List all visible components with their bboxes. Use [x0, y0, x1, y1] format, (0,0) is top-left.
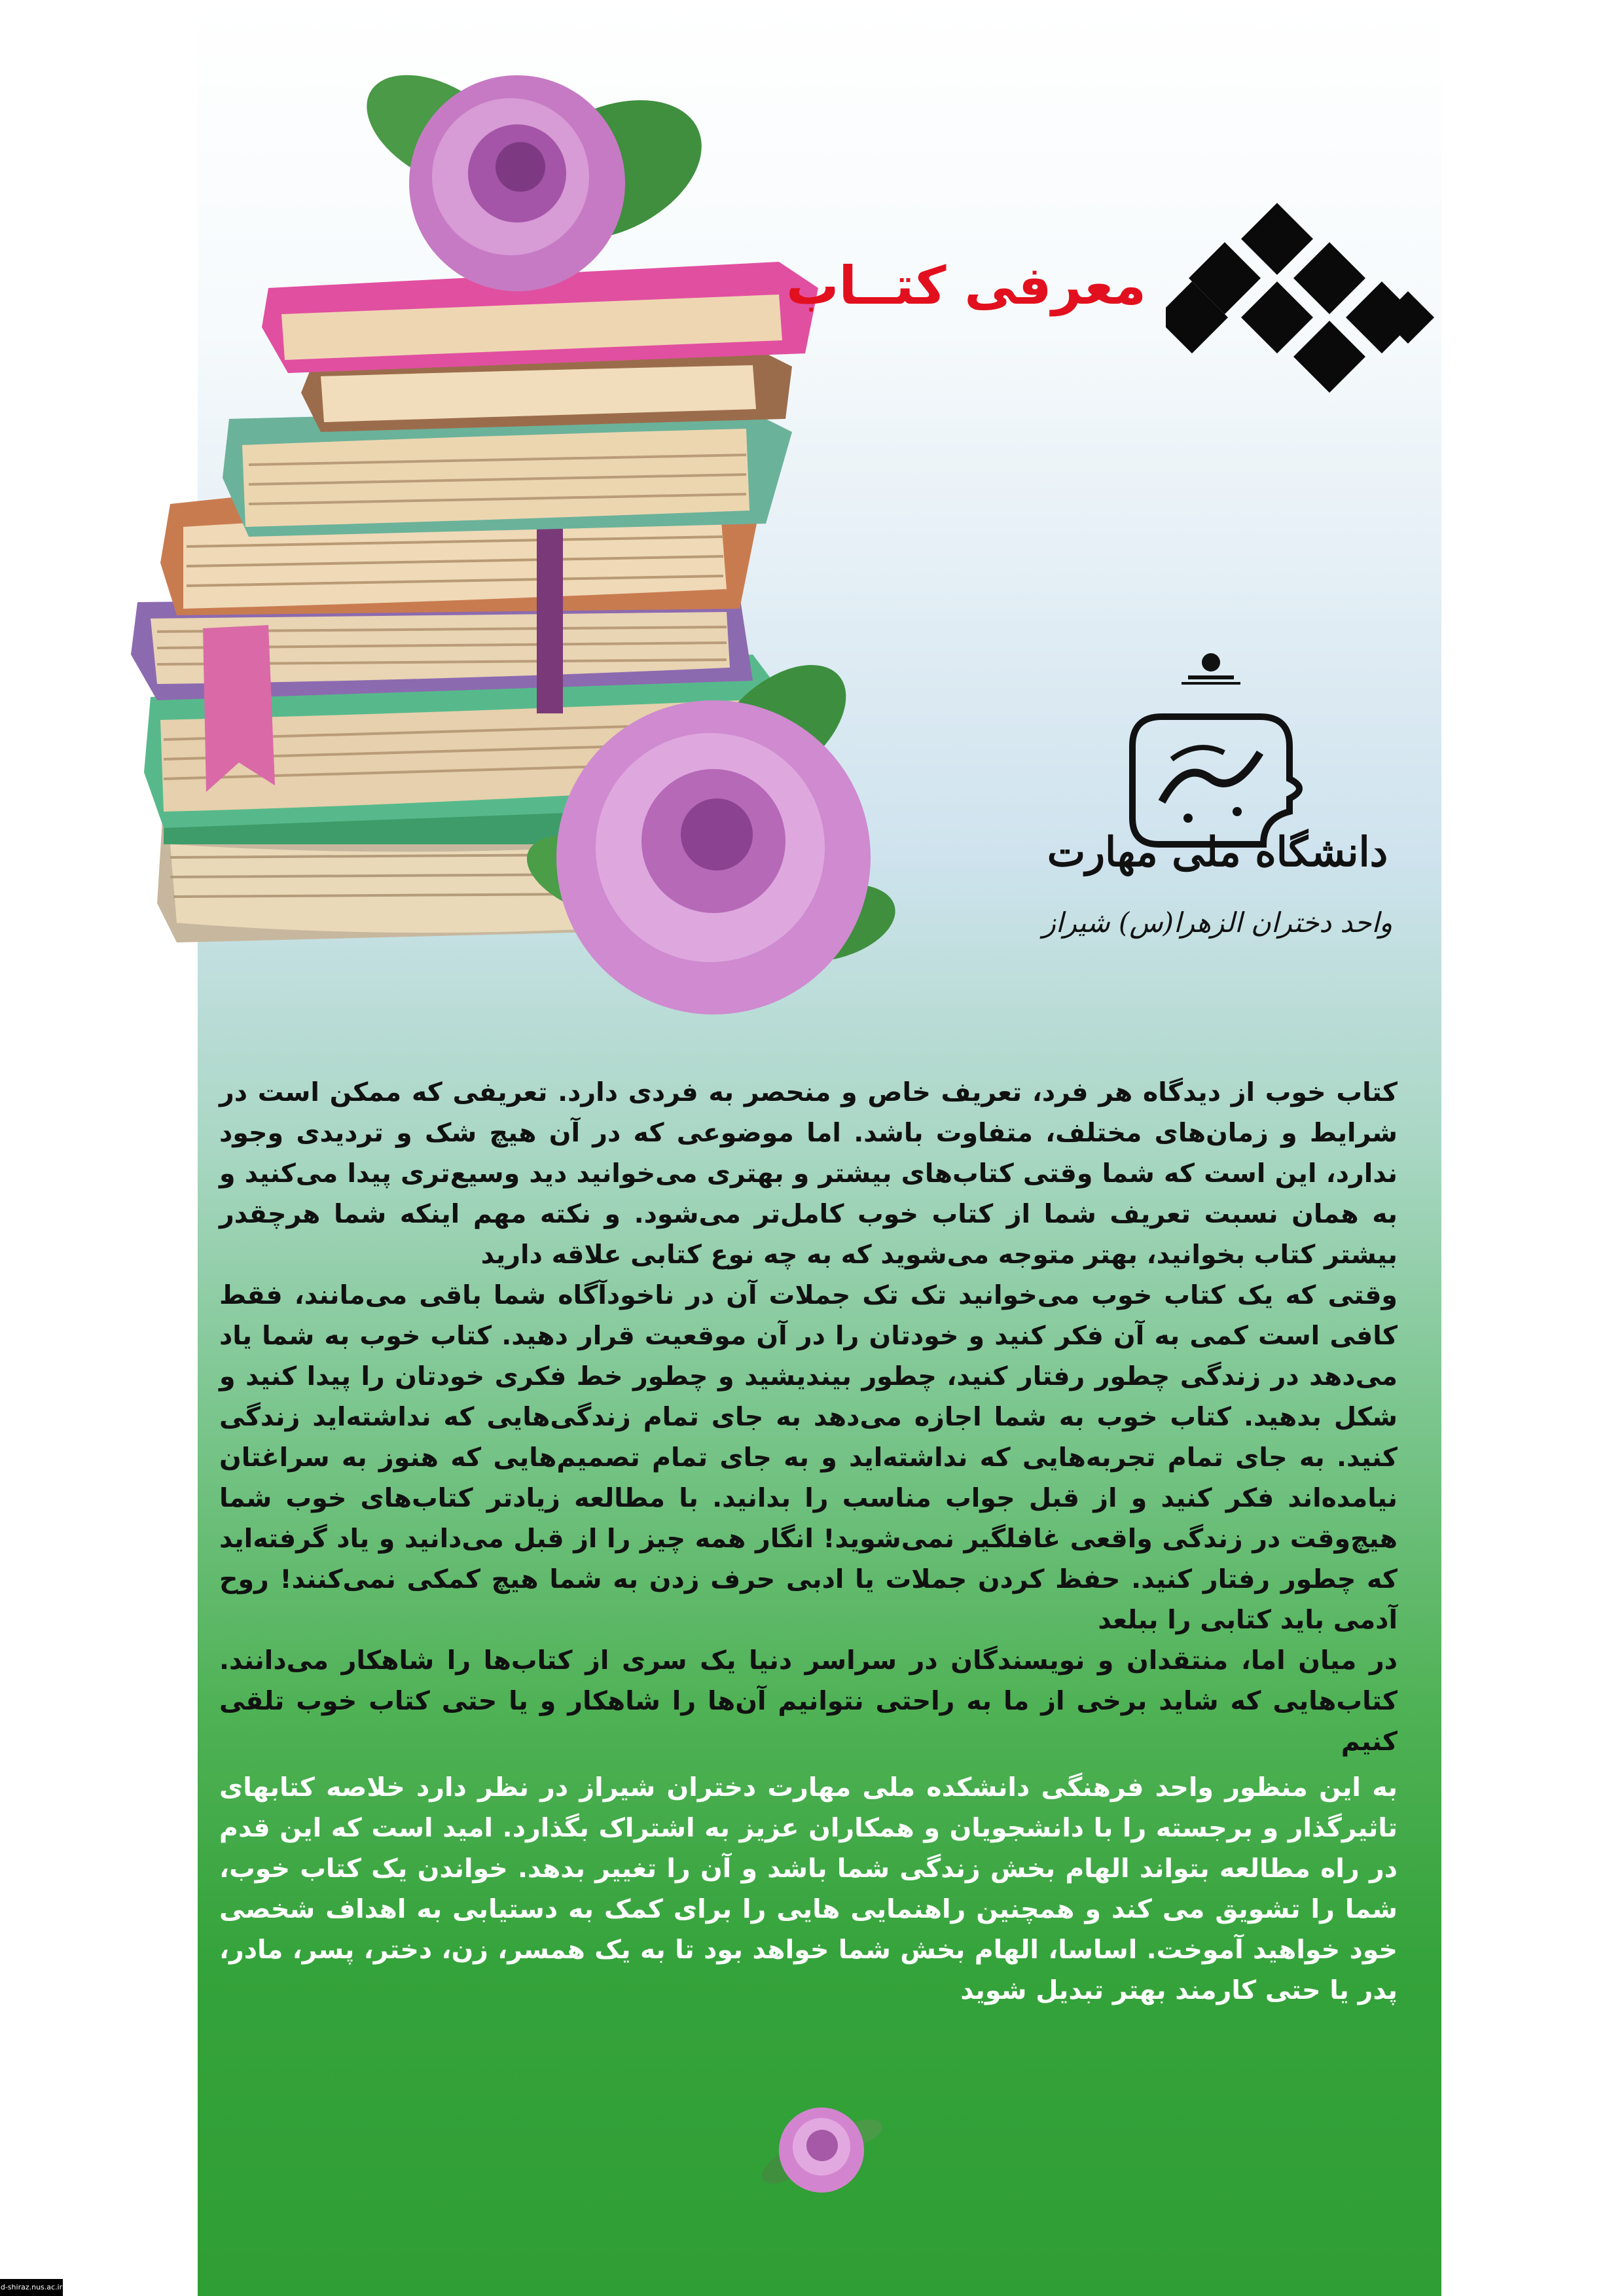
page-title: معرفی کتــاب — [786, 255, 1146, 316]
article-paragraph-highlight: به این منظور واحد فرهنگی دانشکده ملی مهارت دختران شیراز در نظر دارد خلاصه کتابهای تاثیرگذار و برجسته را با دانشجویان و همکاران عزیز به اشتراک بگذارد. امید است که این قدم در راه مطالعه بتواند الهام بخش زندگی شما باشد و آن را تغییر بدهد. خواندن یک کتاب خوب، شما را تشویق می کند و همچنین راهنمایی هایی را برای کمک به دستیابی به اهداف شخصی خود خواهید آموخت. اساسا، الهام بخش شما خواهد بود تا به یک همسر، زن، دختر، پسر، مادر، پدر یا حتی کارمند بهتر تبدیل شوید — [219, 1772, 1398, 2005]
university-unit: واحد دختران الزهرا(س) شیراز — [1042, 906, 1393, 939]
rose-top — [348, 52, 724, 291]
article-body — [219, 1072, 1398, 2011]
university-name: دانشگاه ملی مهارت — [1047, 828, 1388, 876]
watermark-label: d-shiraz.nus.ac.ir — [0, 2279, 63, 2296]
books-and-roses-illustration — [98, 52, 903, 1054]
article-paragraph: در میان اما، منتقدان و نویسندگان در سراسر دنیا یک سری از کتاب‌ها را شاهکار می‌دانند. کتاب‌هایی که شاید برخی از ما به راحتی نتوانیم آن‌ها را شاهکار و یا حتی کتاب خوب تلقی کنیم — [219, 1645, 1398, 1757]
article-paragraph: کتاب خوب از دیدگاه هر فرد، تعریف خاص و منحصر به فردی دارد. تعریفی که ممکن است در شرایط و زمان‌های مختلف، متفاوت باشد. اما موضوعی که در آن هیچ شک و تردیدی وجود ندارد، این است که شما وقتی کتاب‌های بیشتر و بهتری می‌خوانید دید وسیع‌تری پیدا می‌کنید و به همان نسبت تعریف شما از کتاب خوب کامل‌تر می‌شود. و نکته مهم اینکه شما هرچقدر بیشتر کتاب بخوانید، بهتر متوجه می‌شوید که به چه نوع کتابی علاقه دارید — [219, 1077, 1398, 1270]
article-paragraph: وقتی که یک کتاب خوب می‌خوانید تک تک جملات آن در ناخودآگاه شما باقی می‌مانند، فقط کافی است کمی به آن فکر کنید و خودتان را در آن موقعیت قرار دهید. کتاب خوب به شما یاد می‌دهد در زندگی چطور رفتار کنید، چطور بیندیشید و چطور خط فکری خودتان را پیدا کنید و شکل بدهید. کتاب خوب به شما اجازه می‌دهد به جای تمام زندگی‌هایی که نداشته‌اید زندگی کنید. به جای تمام تجربه‌هایی که نداشته‌اید و به جای تمام تصمیم‌هایی که هنوز به سراغتان نیامده‌اند فکر کنید و از قبل جواب مناسب را بدانید. با مطالعه زیادتر کتاب‌های خوب شما هیچ‌وقت در زندگی واقعی غافلگیر نمی‌شوید! انگار همه چیز را از قبل می‌دانید و یاد گرفته‌اید که چطور رفتار کنید. حفظ کردن جملات یا ادبی حرف زدن به شما هیچ کمکی نمی‌کنند! روح آدمی باید کتابی را ببلعد — [219, 1280, 1398, 1635]
diamond-ornament-icon — [1166, 203, 1441, 399]
small-rose-icon — [759, 2094, 884, 2206]
title-block — [786, 242, 1441, 380]
